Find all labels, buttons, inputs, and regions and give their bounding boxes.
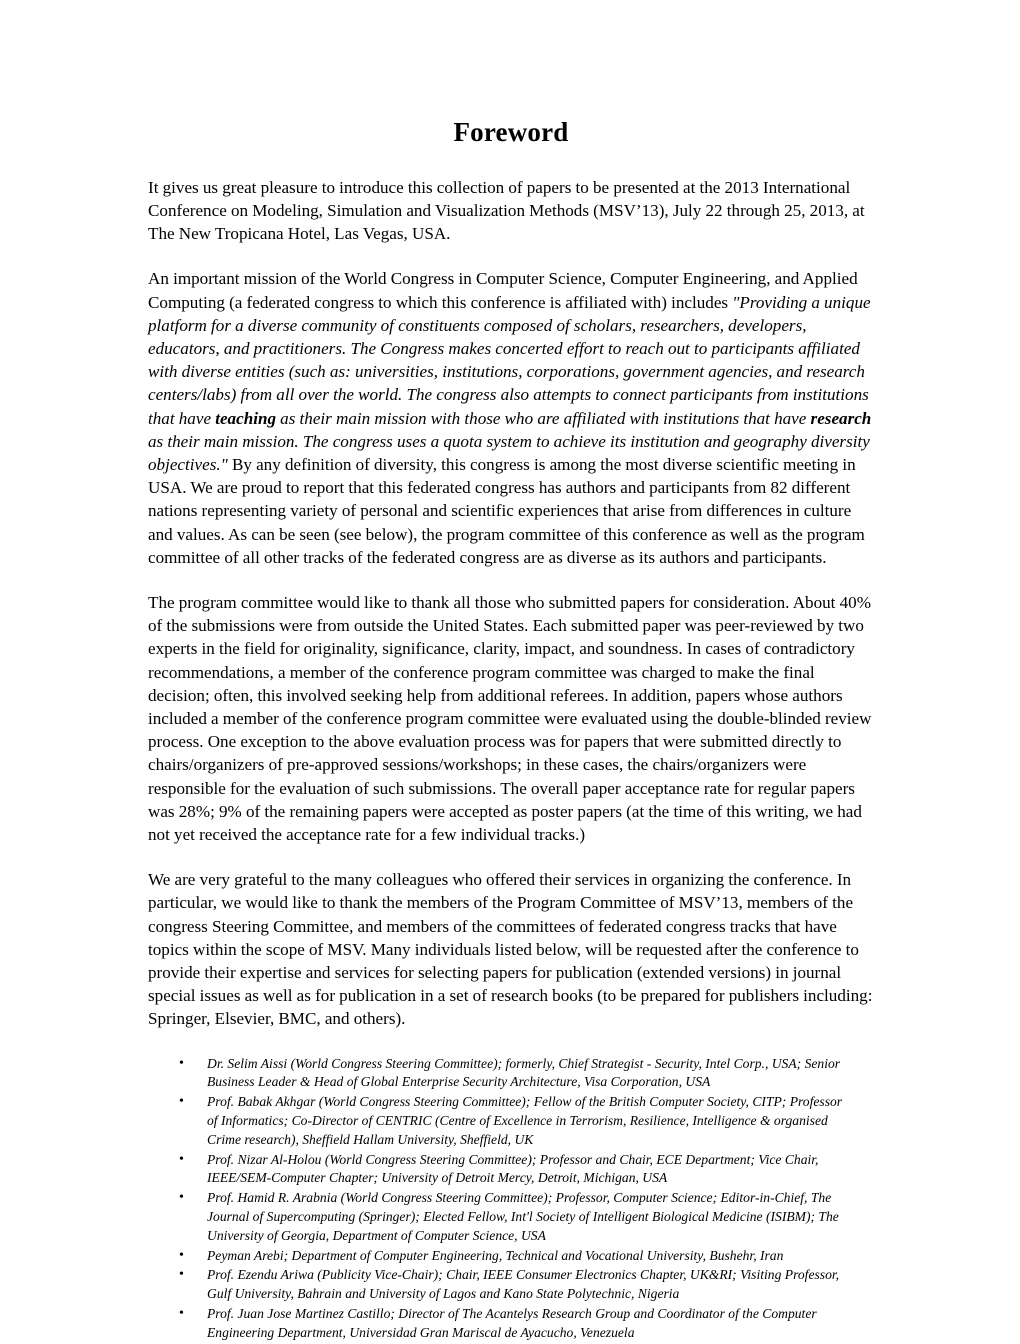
list-item-label: Prof. Nizar Al-Holou (World Congress Steering Committee); Professor and Chair, ECE Department; Vice Chair, IEEE/SEM-Computer Chapter; University of Detroit Mercy, Detroit, Michigan, USA <box>207 1151 819 1186</box>
paragraph-acknowledgements: We are very grateful to the many colleagues who offered their services in organizing the conference. In particular, we would like to thank the members of the Program Committee of MSV’13, members of the congress Steering Committee, and members of the committees of federated congress tracks that have topics within the scope of MSV. Many individuals listed below, will be requested after the conference to provide their expertise and services for selecting papers for publication (extended versions) in journal special issues as well as for publication in a set of research books (to be prepared for publishers including: Springer, Elsevier, BMC, and others). <box>148 870 873 1029</box>
list-item <box>148 1189 848 1245</box>
list-item-label: Dr. Selim Aissi (World Congress Steering Committee); formerly, Chief Strategist - Security, Intel Corp., USA; Senior Business Leader & Head of Global Enterprise Security Architecture, Visa Corporation, USA <box>207 1055 841 1090</box>
mission-tail-text: By any definition of diversity, this congress is among the most diverse scientific meeting in USA. We are proud to report that this federated congress has authors and participants from 82 different nations representing variety of personal and scientific experiences that arise from differences in culture and values. As can be seen (see below), the program committee of this conference as well as the program committee of all other tracks of the federated congress are as diverse as its authors and participants. <box>148 454 865 567</box>
list-item <box>148 1247 848 1266</box>
bullet-icon: • <box>179 1151 184 1167</box>
bullet-icon: • <box>179 1305 184 1321</box>
bullet-icon: • <box>179 1055 184 1071</box>
list-item-label: Prof. Juan Jose Martinez Castillo; Director of The Acantelys Research Group and Coordinator of the Computer Engineering Department, Universidad Gran Mariscal de Ayacucho, Venezuela <box>207 1305 817 1340</box>
bullet-icon: • <box>179 1247 184 1263</box>
bullet-icon: • <box>179 1094 184 1110</box>
list-item <box>148 1093 848 1149</box>
list-item-label: Prof. Hamid R. Arabnia (World Congress Steering Committee); Professor, Computer Science; Editor-in-Chief, The Journal of Supercomputing (Springer); Elected Fellow, Int'l Society of Intelligent Biological Medicine (ISIBM); The University of Georgia, Department of Computer Science, USA <box>207 1190 839 1243</box>
list-item <box>148 1266 848 1304</box>
list-item-label: Peyman Arebi; Department of Computer Engineering, Technical and Vocational University, Bushehr, Iran <box>207 1247 784 1263</box>
mission-emphasis-teaching: teaching <box>215 408 276 428</box>
paragraph-intro: It gives us great pleasure to introduce this collection of papers to be presented at the 2013 International Conference on Modeling, Simulation and Visualization Methods (MSV’13), July 22 through 25, 2013, at The New Tropicana Hotel, Las Vegas, USA. <box>148 177 865 244</box>
committee-member-list <box>148 1055 874 1343</box>
list-item-label: Prof. Ezendu Ariwa (Publicity Vice-Chair); Chair, IEEE Consumer Electronics Chapter, UK&RI; Visiting Professor, Gulf University, Bahrain and University of Lagos and Kano State Polytechnic, Nigeria <box>207 1267 840 1302</box>
document-body <box>148 118 874 1344</box>
page-title: Foreword <box>453 117 569 147</box>
mission-quote-part-2: as their main mission with those who are affiliated with institutions that have <box>276 408 811 428</box>
list-item <box>148 1151 848 1189</box>
mission-quote-part-1: "Providing a unique platform for a diverse community of constituents composed of scholars, researchers, developers, educators, and practitioners. The Congress makes concerted effort to reach out to participants affiliated with diverse entities (such as: universities, institutions, corporations, government agencies, and research centers/labs) from all over the world. The congress also attempts to connect participants from institutions that have <box>148 292 871 428</box>
mission-emphasis-research: research <box>810 408 872 428</box>
bullet-icon: • <box>179 1190 184 1206</box>
mission-quote-part-3: as their main mission. The congress uses a quota system to achieve its institution and geography diversity objectives." <box>148 431 870 474</box>
list-item <box>148 1305 848 1343</box>
bullet-icon: • <box>179 1267 184 1283</box>
paragraph-mission <box>148 267 874 569</box>
paragraph-review-process: The program committee would like to thank all those who submitted papers for consideration. About 40% of the submissions were from outside the United States. Each submitted paper was peer-reviewed by two experts in the field for originality, significance, clarity, impact, and soundness. In cases of contradictory recommendations, a member of the conference program committee was charged to make the final decision; often, this involved seeking help from additional referees. In addition, papers whose authors included a member of the conference program committee were evaluated using the double-blinded review process. One exception to the above evaluation process was for papers that were submitted directly to chairs/organizers of pre-approved sessions/workshops; in these cases, the chairs/organizers were responsible for the evaluation of such submissions. The overall paper acceptance rate for regular papers was 28%; 9% of the remaining papers were accepted as poster papers (at the time of this writing, we had not yet received the acceptance rate for a few individual tracks.) <box>148 592 872 844</box>
mission-lead-text: An important mission of the World Congress in Computer Science, Computer Engineering, and Applied Computing (a federated congress to which this conference is affiliated with) includes <box>148 269 858 312</box>
list-item-label: Prof. Babak Akhgar (World Congress Steering Committee); Fellow of the British Computer Society, CITP; Professor of Informatics; Co-Director of CENTRIC (Centre of Excellence in Terrorism, Resilience, Intelligence & organised Crime research), Sheffield Hallam University, Sheffield, UK <box>207 1094 843 1147</box>
list-item <box>148 1055 848 1093</box>
